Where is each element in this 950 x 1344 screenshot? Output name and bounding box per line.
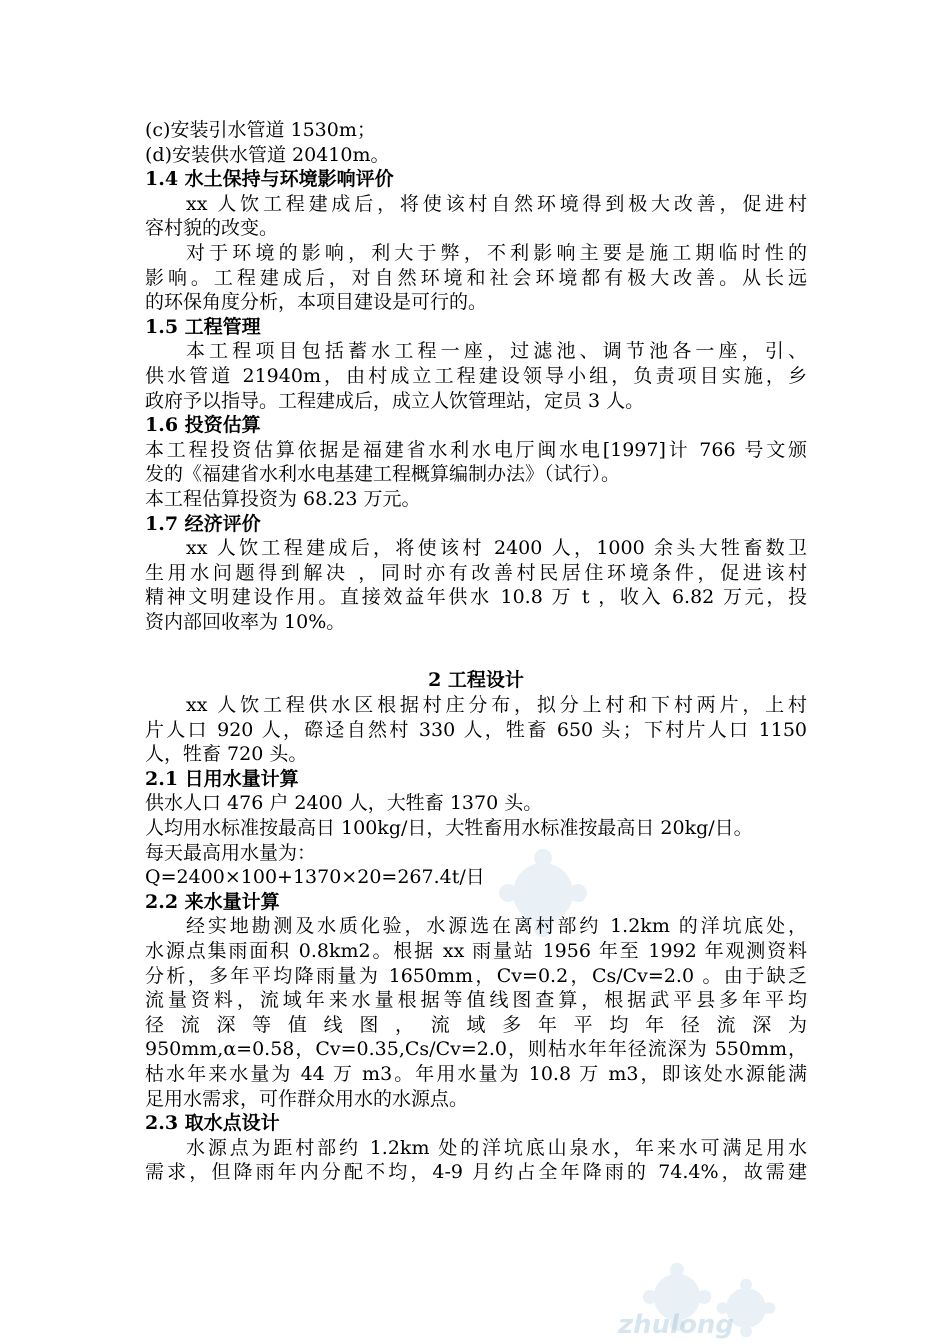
document-body [145,118,807,1185]
section-heading: 1.7 经济评价 [145,512,261,535]
list-item: (c)安装引水管道 1530m； [145,119,376,141]
paragraph-line: xx 人饮工程建成后，将使该村 2400 人，1000 余头大牲畜数卫 [186,537,807,560]
paragraph-line: 分析，多年平均降雨量为 1650mm，Cv=0.2，Cs/Cv=2.0 。由于缺乏 [145,964,807,987]
paragraph-line: 人均用水标准按最高日 100kg/日，大牲畜用水标准按最高日 20kg/日。 [145,817,753,840]
paragraph-line: 流量资料，流域年来水量根据等值线图查算，根据武平县多年平均 [145,989,807,1012]
paragraph-line: 本工程估算投资为 68.23 万元。 [145,487,421,510]
paragraph-line: 生用水问题得到解决 ，同时亦有改善村民居住环境条件，促进该村 [145,561,807,584]
section-heading: 2.3 取水点设计 [145,1112,280,1135]
paragraph-line: 本工程项目包括蓄水工程一座，过滤池、调节池各一座，引、 [186,340,807,363]
section-gap [145,634,807,668]
watermark-text: zhulong [618,1310,735,1340]
paragraph-line: 枯水年来水量为 44 万 m3。年用水量为 10.8 万 m3，即该处水源能满 [145,1062,807,1085]
paragraph-line: 供水人口 476 户 2400 人，大牲畜 1370 头。 [145,792,543,815]
section-heading: 2.1 日用水量计算 [145,767,299,790]
paragraph-line: 影响。工程建成后，对自然环境和社会环境都有极大改善。从长远 [145,266,807,289]
paragraph-line: 每天最高用水量为： [145,841,317,864]
paragraph-line: 政府予以指导。工程建成后，成立人饮管理站，定员 3 人。 [145,389,645,412]
paragraph-line: 容村貌的改变。 [145,217,279,240]
section-heading: 1.4 水土保持与环境影响评价 [145,168,394,191]
section-heading: 1.6 投资估算 [145,414,261,437]
paragraph-line: 供水管道 21940m，由村成立工程建设领导小组，负责项目实施，乡 [145,364,807,387]
section-heading: 2.2 来水量计算 [145,890,280,913]
section-heading: 1.5 工程管理 [145,315,261,338]
paragraph-line: 的环保角度分析，本项目建设是可行的。 [145,291,488,314]
paragraph-line: 资内部回收率为 10%。 [145,610,346,633]
paragraph-line: 需求，但降雨年内分配不均，4-9 月约占全年降雨的 74.4%，故需建 [145,1161,807,1184]
paragraph-line: 经实地勘测及水质化验，水源选在离村部约 1.2km 的洋坑底处， [186,915,807,938]
paragraph-line: 精神文明建设作用。直接效益年供水 10.8 万 t ，收入 6.82 万元，投 [145,586,807,609]
paragraph-line: 对于环境的影响，利大于弊，不利影响主要是施工期临时性的 [186,241,807,264]
list-item: (d)安装供水管道 20410m。 [145,143,390,166]
paragraph-line: xx 人饮工程供水区根据村庄分布，拟分上村和下村两片，上村 [186,694,807,717]
paragraph-line: 本工程投资估算依据是福建省水利水电厅闽水电[1997]计 766 号文颁 [145,438,807,461]
paragraph-line: xx 人饮工程建成后，将使该村自然环境得到极大改善，促进村 [186,192,807,215]
paragraph-line: 片人口 920 人，磜迳自然村 330 人，牲畜 650 头；下村片人口 1150 [145,718,807,741]
paragraph-line: 径 流 深 等 值 线 图 ， 流 域 多 年 平 均 年 径 流 深 为 [145,1013,807,1036]
paragraph-line: 人，牲畜 720 头。 [145,743,308,766]
paragraph-line: 950mm,α=0.58，Cv=0.35,Cs/Cv=2.0，则枯水年年径流深为 550mm， [145,1038,807,1061]
formula-line: Q=2400×100+1370×20=267.4t/日 [145,866,485,889]
chapter-title: 2 工程设计 [428,669,524,692]
paragraph-line: 水源点为距村部约 1.2km 处的洋坑底山泉水，年来水可满足用水 [186,1136,807,1159]
paragraph-line: 水源点集雨面积 0.8km2。根据 xx 雨量站 1956 年至 1992 年观测资料 [145,940,807,962]
paragraph-line: 足用水需求，可作群众用水的水源点。 [145,1087,469,1110]
paragraph-line: 发的《福建省水利水电基建工程概算编制办法》（试行）。 [145,463,621,486]
